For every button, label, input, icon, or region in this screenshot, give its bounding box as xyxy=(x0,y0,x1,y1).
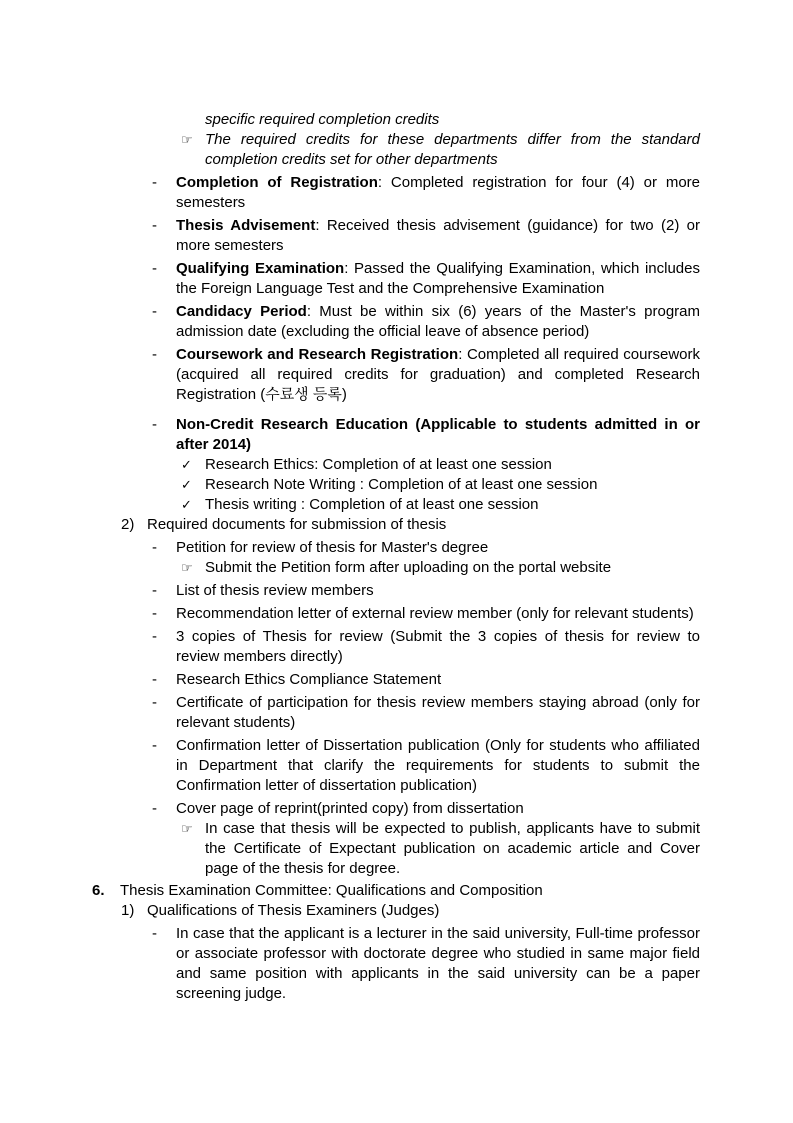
list-item-text: Research Ethics Compliance Statement xyxy=(176,671,442,688)
list-item-text: Qualifying Examination: Passed the Qualifying Examination, which includes the Foreign Language Test and the Comprehensive Examination xyxy=(176,260,700,297)
dash-bullet: - xyxy=(152,174,157,191)
list-item-text: 3 copies of Thesis for review (Submit the 3 copies of thesis for review to review members directly) xyxy=(176,628,700,665)
dash-bullet: - xyxy=(152,737,157,754)
list-item xyxy=(152,799,700,819)
dash-bullet: - xyxy=(152,628,157,645)
list-item xyxy=(121,901,700,921)
list-item xyxy=(181,819,700,879)
list-item-text: Research Note Writing : Completion of at least one session xyxy=(205,476,598,493)
checkmark-icon: ✓ xyxy=(181,477,192,492)
pointing-finger-icon: ☞ xyxy=(181,560,193,575)
list-item xyxy=(152,345,700,405)
checkmark-icon: ✓ xyxy=(181,457,192,472)
list-item-text: Qualifications of Thesis Examiners (Judges) xyxy=(147,902,440,919)
pointing-finger-icon: ☞ xyxy=(181,132,193,147)
list-item-text: Petition for review of thesis for Master's degree xyxy=(176,539,489,556)
section-heading-text: Thesis Examination Committee: Qualifications and Composition xyxy=(120,882,543,899)
list-item-text: List of thesis review members xyxy=(176,582,374,599)
list-item-text: Candidacy Period: Must be within six (6) years of the Master's program admission date (excluding the official leave of absence period) xyxy=(176,303,700,340)
list-item-text: Completion of Registration: Completed registration for four (4) or more semesters xyxy=(176,174,701,211)
dash-bullet: - xyxy=(152,694,157,711)
list-item-text: Thesis Advisement: Received thesis advisement (guidance) for two (2) or more semesters xyxy=(176,217,700,254)
dash-bullet: - xyxy=(152,671,157,688)
list-item xyxy=(181,475,700,495)
dash-bullet: - xyxy=(152,260,157,277)
list-item xyxy=(152,259,700,299)
dash-bullet: - xyxy=(152,346,157,363)
list-item xyxy=(181,130,700,170)
list-item xyxy=(152,736,700,796)
list-item xyxy=(152,173,700,213)
list-item xyxy=(152,604,700,624)
list-item-text: Research Ethics: Completion of at least one session xyxy=(205,456,552,473)
pointing-finger-icon: ☞ xyxy=(181,821,193,836)
list-item xyxy=(181,110,700,130)
list-number: 6. xyxy=(92,882,105,899)
dash-bullet: - xyxy=(152,605,157,622)
list-item-text: Certificate of participation for thesis review members staying abroad (only for relevant students) xyxy=(176,694,700,731)
list-number: 2) xyxy=(121,516,135,533)
dash-bullet: - xyxy=(152,800,157,817)
list-item-text: Confirmation letter of Dissertation publication (Only for students who affiliated in Department that clarify the requirements for students to submit the Confirmation letter of dissertation publication) xyxy=(176,737,700,794)
dash-bullet: - xyxy=(152,416,157,433)
list-item-text: Coursework and Research Registration: Completed all required coursework (acquired all required credits for graduation) and completed Research Registration (수료생 등록) xyxy=(176,346,700,403)
list-item-text: specific required completion credits xyxy=(205,111,440,128)
list-item-text: Non-Credit Research Education (Applicable to students admitted in or after 2014) xyxy=(176,416,700,453)
list-item xyxy=(152,670,700,690)
list-item-text: The required credits for these departments differ from the standard completion credits set for other departments xyxy=(205,131,700,168)
list-item xyxy=(181,455,700,475)
dash-bullet: - xyxy=(152,925,157,942)
dash-bullet: - xyxy=(152,303,157,320)
list-item xyxy=(152,693,700,733)
dash-bullet: - xyxy=(152,582,157,599)
list-item xyxy=(152,302,700,342)
list-item-text: Required documents for submission of thesis xyxy=(147,516,447,533)
list-item xyxy=(152,924,700,1004)
list-item-text: Submit the Petition form after uploading on the portal website xyxy=(205,559,612,576)
list-item xyxy=(152,581,700,601)
list-item-text: In case that thesis will be expected to publish, applicants have to submit the Certificate of Expectant publication on academic article and Cover page of the thesis for degree. xyxy=(205,820,700,877)
list-item xyxy=(181,495,700,515)
list-number: 1) xyxy=(121,902,135,919)
list-item-text: Cover page of reprint(printed copy) from dissertation xyxy=(176,800,524,817)
checkmark-icon: ✓ xyxy=(181,497,192,512)
list-item-text: In case that the applicant is a lecturer in the said university, Full-time professor or associate professor with doctorate degree who studied in same major field and same position with applicants in the said university can be a paper screening judge. xyxy=(176,925,700,1002)
list-item-text: Thesis writing : Completion of at least one session xyxy=(205,496,539,513)
list-item xyxy=(152,216,700,256)
list-item-text: Recommendation letter of external review member (only for relevant students) xyxy=(176,605,694,622)
list-item xyxy=(152,627,700,667)
dash-bullet: - xyxy=(152,539,157,556)
dash-bullet: - xyxy=(152,217,157,234)
list-item xyxy=(181,558,700,578)
list-item xyxy=(152,538,700,558)
list-item xyxy=(152,415,700,455)
list-item xyxy=(121,515,700,535)
section-heading xyxy=(92,881,700,901)
